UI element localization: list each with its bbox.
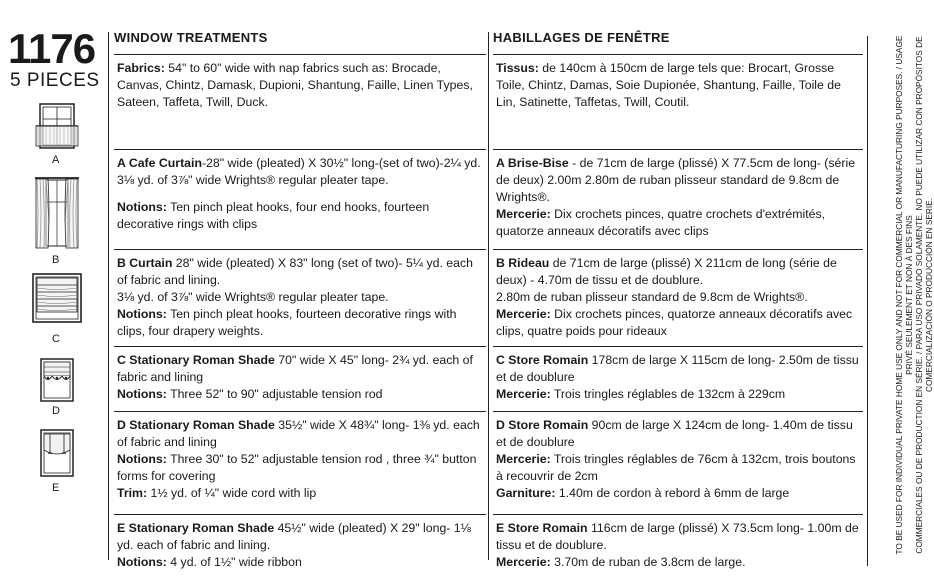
view-d-title: D Stationary Roman Shade [117,418,275,432]
legal-line-2: COMMERCIALES OU DE PRODUCTION EN SÉRIE. / PARA USO PRIVADO SOLAMENTE. NO PUEDE UTILIZAR CON PROPÓSITOS DE COMERCIALIZACIÓN O PRODUCCIÓN EN SERIE. [914,36,934,554]
view-e-title: E Stationary Roman Shade [117,521,275,535]
view-b-notions-label: Notions: [117,307,167,321]
vue-b-title: B Rideau [496,256,550,270]
tissus-label: Tissus: [496,61,539,75]
view-a-notions-label: Notions: [117,200,167,214]
legal-line-1: TO BE USED FOR INDIVIDUAL PRIVATE HOME USE ONLY AND NOT FOR COMMERCIAL OR MANUFACTURING PURPOSES. / USAGE PRIVÉ SEULEMENT ET NON À DES FINS [894,35,914,555]
view-d-notions-label: Notions: [117,452,167,466]
fabrics-label: Fabrics: [117,61,165,75]
view-c-notions: Three 52" to 90" adjustable tension rod [166,387,383,401]
view-d-label: D [52,405,60,417]
view-c-text: 70" wide X 45" long- 2¾ yd. each of fabric and lining [117,353,473,384]
view-e-label: E [52,482,60,494]
french-view-e [493,514,863,576]
tissus-text: de 140cm à 150cm de large tels que: Brocart, Grosse Toile, Chintz, Damas, Soie Dupionée, Shantung, Faille, Toile de Lin, Satinette, Taffetas, Twill, Coutil. [496,61,841,109]
view-b-tape: 3⅛ yd. of 3⅞" wide Wrights® regular pleater tape. [117,290,389,304]
view-e-notions: 4 yd. of 1½" wide ribbon [166,555,302,569]
vue-d-mercerie-label: Mercerie: [496,452,551,466]
view-c-title: C Stationary Roman Shade [117,353,275,367]
vue-c-title: C Store Romain [496,353,589,367]
left-panel [0,0,108,580]
vue-e-mercerie-label: Mercerie: [496,555,551,569]
view-d-notions: Three 30" to 52" adjustable tension rod , three ¾" button forms for covering [117,452,477,483]
french-column [493,30,863,576]
vue-c-text: 178cm de large X 115cm de long- 2.50m de tissu et de doublure [496,353,859,384]
vue-d-garniture: 1.40m de cordon à rebord à 6mm de large [555,486,790,500]
pattern-number: 1176 [8,25,96,72]
view-b-illustration [34,172,80,250]
divider-middle [488,32,489,560]
vue-c-mercerie-label: Mercerie: [496,387,551,401]
french-fabrics [493,54,863,149]
view-e-illustration [39,428,75,478]
vue-a-title: A Brise-Bise [496,156,569,170]
view-b-text: 28" wide (pleated) X 83" long (set of two)- 5¼ yd. each of fabric and lining. [117,256,473,287]
view-d-trim: 1½ yd. of ¼" wide cord with lip [147,486,317,500]
english-view-a [114,149,486,249]
vue-b-mercerie-label: Mercerie: [496,307,551,321]
view-a-illustration [34,102,80,150]
vue-e-mercerie: 3.70m de ruban de 3.8cm de large. [550,555,746,569]
vue-b-text: de 71cm de large (plissé) X 211cm de long (série de deux) - 4.70m de tissu et de doublure. [496,256,837,287]
english-view-c [114,346,486,411]
english-view-b [114,249,486,346]
french-heading: HABILLAGES DE FENÊTRE [493,30,670,45]
vue-a-mercerie: Dix crochets pinces, quatre crochets d'extrémités, quatorze anneaux décoratifs avec clips [496,207,826,238]
vue-a-text: - de 71cm de large (plissé) X 77.5cm de long- (série de deux) 2.00m 2.80m de ruban plisseur standard de 9.8cm de Wrights®. [496,156,856,204]
english-fabrics [114,54,486,149]
divider-right [867,36,868,566]
vue-c-mercerie: Trois tringles réglables de 132cm à 229cm [550,387,786,401]
view-c-notions-label: Notions: [117,387,167,401]
divider-left [108,32,109,560]
view-a-label: A [52,154,60,166]
vue-b-tape: 2.80m de ruban plisseur standard de 9.8cm de Wrights®. [496,290,808,304]
vue-d-title: D Store Romain [496,418,589,432]
fabrics-text: 54" to 60" wide with nap fabrics such as: Brocade, Canvas, Chintz, Damask, Dupioni, Shantung, Faille, Linen Types, Sateen, Taffeta, Twill, Duck. [117,61,473,109]
view-b-title: B Curtain [117,256,173,270]
view-c-illustration [31,272,83,324]
vue-d-garniture-label: Garniture: [496,486,556,500]
view-c-label: C [52,333,60,345]
english-column [114,30,486,576]
vue-b-mercerie: Dix crochets pinces, quatorze anneaux décoratifs avec clips, quatre poids pour rideaux [496,307,853,338]
view-a-text: -28" wide (pleated) X 30½" long-(set of two)-2¼ yd. 3⅛ yd. of 3⅞" wide Wrights® regular pleater tape. [117,156,481,187]
english-view-d [114,411,486,514]
french-view-b [493,249,863,346]
english-heading: WINDOW TREATMENTS [114,30,268,45]
vue-e-text: 116cm de large (plissé) X 73.5cm long- 1.00m de tissu et de doublure. [496,521,859,552]
view-d-text: 35½" wide X 48¾" long- 1⅜ yd. each of fabric and lining [117,418,480,449]
view-e-notions-label: Notions: [117,555,167,569]
french-view-d [493,411,863,514]
vue-d-text: 90cm de large X 124cm de long- 1.40m de tissu et de doublure [496,418,853,449]
english-view-e [114,514,486,576]
french-view-a [493,149,863,249]
view-d-illustration [39,357,75,403]
view-a-title: A Cafe Curtain [117,156,202,170]
french-view-c [493,346,863,411]
vue-e-title: E Store Romain [496,521,588,535]
view-a-notions: Ten pinch pleat hooks, four end hooks, fourteen decorative rings with clips [117,200,430,231]
vue-a-mercerie-label: Mercerie: [496,207,551,221]
vue-d-mercerie: Trois tringles réglables de 76cm à 132cm, trois boutons à recouvrir de 2cm [496,452,856,483]
view-b-notions: Ten pinch pleat hooks, fourteen decorative rings with clips, four drapery weights. [117,307,457,338]
view-b-label: B [52,254,60,266]
view-e-text: 45½" wide (pleated) X 29" long- 1⅛ yd. each of fabric and lining. [117,521,471,552]
view-d-trim-label: Trim: [117,486,148,500]
legal-notice [894,25,934,565]
pattern-pieces: 5 PIECES [10,70,100,91]
